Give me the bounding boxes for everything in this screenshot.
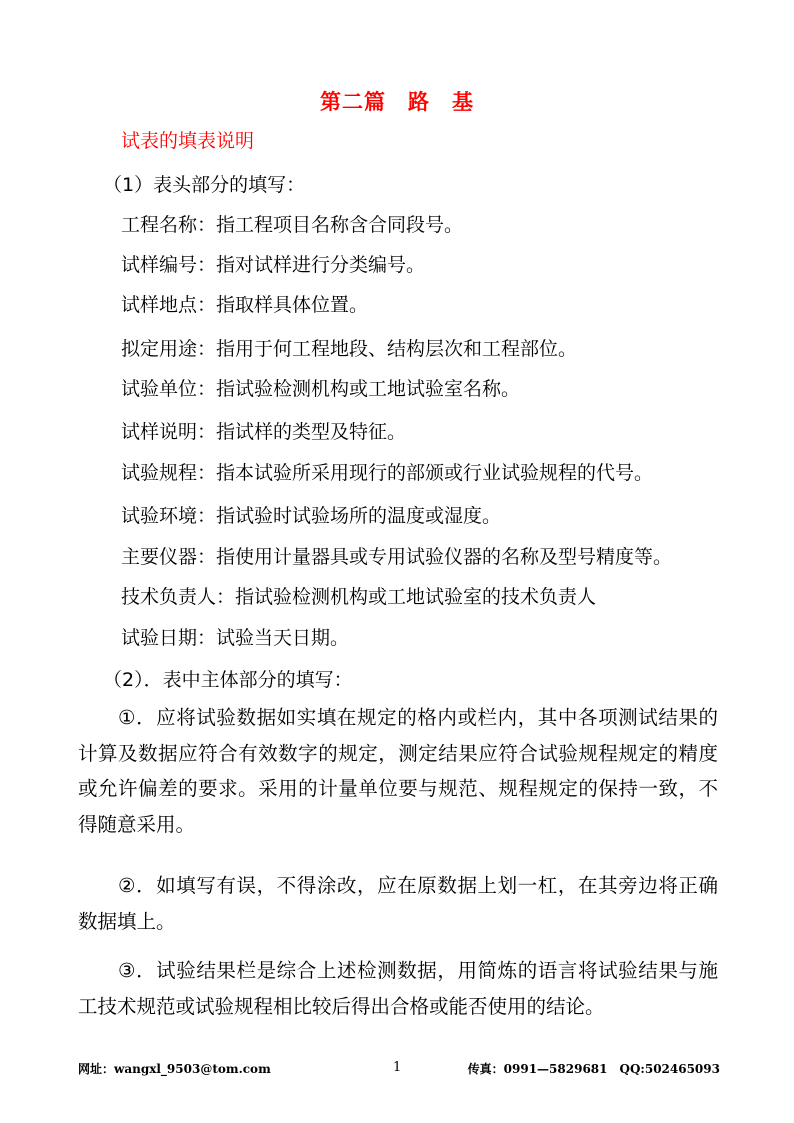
footer-contact: 传真：0991—5829681 QQ:502465093 (467, 1062, 720, 1076)
header-item: 工程名称：指工程项目名称含合同段号。 (121, 214, 464, 236)
header-item: 技术负责人：指试验检测机构或工地试验室的技术负责人 (121, 586, 597, 608)
header-item: 试样说明：指试样的类型及特征。 (121, 421, 407, 443)
body-paragraph: ①．应将试验数据如实填在规定的格内或栏内，其中各项测试结果的计算及数据应符合有效数字的规定，测定结果应符合试验规程规定的精度或允许偏差的要求。采用的计量单位要与规范、规程规定的保持一致，不得随意采用。 (78, 706, 718, 836)
page-number: 1 (393, 1060, 402, 1075)
header-item: 试样地点：指取样具体位置。 (121, 294, 369, 316)
header-item: 试验日期：试验当天日期。 (121, 627, 350, 649)
header-item: 主要仪器：指使用计量器具或专用试验仪器的名称及型号精度等。 (121, 546, 673, 568)
body-paragraph: ③．试验结果栏是综合上述检测数据，用简炼的语言将试验结果与施工技术规范或试验规程相比较后得出合格或能否使用的结论。 (78, 959, 718, 1018)
section-subtitle: 试表的填表说明 (121, 130, 255, 152)
page-footer (0, 1060, 794, 1080)
section2-heading: （2）．表中主体部分的填写： (103, 669, 353, 691)
footer-website: 网址：wangxl_9503@tom.com (78, 1062, 271, 1076)
header-item: 试验单位：指试验检测机构或工地试验室名称。 (121, 378, 521, 400)
header-item: 拟定用途：指用于何工程地段、结构层次和工程部位。 (121, 338, 578, 360)
page-title: 第二篇 路 基 (320, 89, 474, 114)
header-item: 试样编号：指对试样进行分类编号。 (121, 254, 426, 276)
section1-heading: （1）表头部分的填写： (103, 174, 306, 196)
body-paragraph: ②．如填写有误，不得涂改，应在原数据上划一杠，在其旁边将正确数据填上。 (78, 874, 718, 933)
header-item: 试验规程：指本试验所采用现行的部颁或行业试验规程的代号。 (121, 462, 654, 484)
header-item: 试验环境：指试验时试验场所的温度或湿度。 (121, 505, 502, 527)
